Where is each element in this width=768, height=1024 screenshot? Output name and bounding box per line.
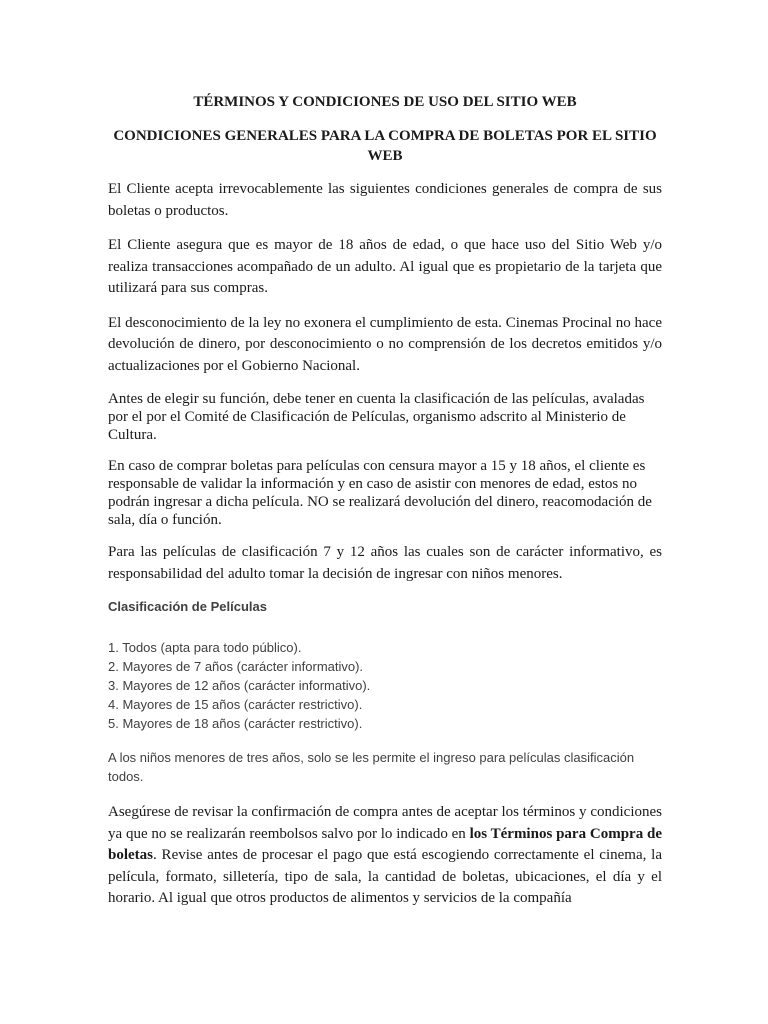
list-item: 5. Mayores de 18 años (carácter restrictivo). (108, 716, 363, 731)
list-item: 2. Mayores de 7 años (carácter informativo). (108, 659, 364, 674)
paragraph-confirmation-text-start: Asegúrese de revisar la confirmación de compra antes de aceptar los términos y condiciones ya que no se realizarán reembolsos salvo por lo indicado en (108, 804, 662, 842)
list-item: 3. Mayores de 12 años (carácter informativo). (108, 678, 371, 693)
paragraph-age: El Cliente asegura que es mayor de 18 años de edad, o que hace uso del Sitio Web y/o realiza transacciones acompañado de un adulto. Al igual que es propietario de la tarjeta que utilizará para sus compras. (108, 237, 662, 296)
classification-list (108, 638, 662, 733)
paragraph-confirmation (108, 802, 662, 910)
document-body (108, 92, 662, 910)
document-title: TÉRMINOS Y CONDICIONES DE USO DEL SITIO WEB (193, 94, 577, 110)
classification-heading: Clasificación de Películas (108, 599, 267, 614)
paragraph-acceptance: El Cliente acepta irrevocablemente las siguientes condiciones generales de compra de sus boletas o productos. (108, 181, 662, 219)
paragraph-classification-notice: Antes de elegir su función, debe tener en cuenta la clasificación de las películas, avaladas por el por el Comité de Clasificación de Películas, organismo adscrito al Ministerio de Cultura. (108, 391, 645, 443)
paragraph-censorship: En caso de comprar boletas para películas con censura mayor a 15 y 18 años, el cliente es responsable de validar la información y en caso de asistir con menores de edad, estos no podrán ingresar a dicha película. NO se realizará devolución del dinero, reacomodación de sala, día o función. (108, 458, 652, 528)
paragraph-confirmation-text-end: . Revise antes de procesar el pago que está escogiendo correctamente el cinema, la película, formato, silletería, tipo de sala, la cantidad de boletas, ubicaciones, el día y el horario. Al igual que otros productos de alimentos y servicios de la compañía (108, 847, 662, 906)
list-item: 1. Todos (apta para todo público). (108, 640, 302, 655)
list-item: 4. Mayores de 15 años (carácter restrictivo). (108, 697, 363, 712)
document-subtitle: CONDICIONES GENERALES PARA LA COMPRA DE BOLETAS POR EL SITIO WEB (113, 128, 657, 164)
paragraph-law: El desconocimiento de la ley no exonera el cumplimiento de esta. Cinemas Procinal no hace devolución de dinero, por desconocimiento o no comprensión de los decretos emitidos y/o actualizaciones por el Gobierno Nacional. (108, 314, 662, 374)
children-note: A los niños menores de tres años, solo se les permite el ingreso para películas clasificación todos. (108, 750, 635, 784)
terms-reference: los Términos para Compra de boletas (108, 825, 662, 863)
paragraph-informative: Para las películas de clasificación 7 y 12 años las cuales son de carácter informativo, es responsabilidad del adulto tomar la decisión de ingresar con niños menores. (108, 544, 662, 582)
